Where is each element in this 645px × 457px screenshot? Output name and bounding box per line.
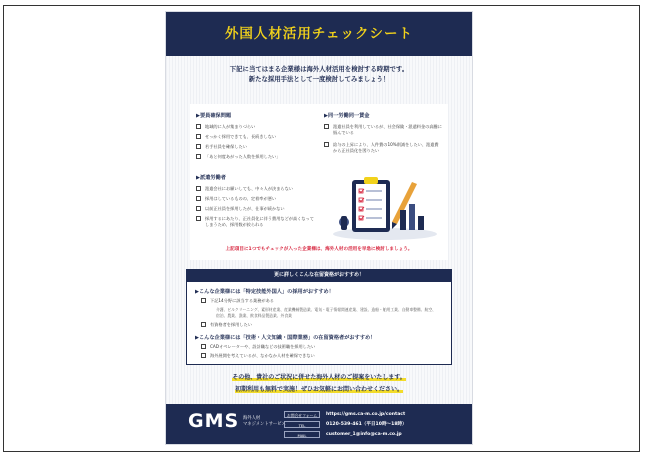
checkbox[interactable] <box>324 142 329 147</box>
contact-form-link[interactable]: https://gms.ca-m.co.jp/contact <box>326 411 406 417</box>
check-item: 「あと何度あがった人数を採用したい」 <box>196 154 280 160</box>
checkbox[interactable] <box>196 186 201 191</box>
intro-text <box>178 64 460 84</box>
company-logo: GMS <box>188 410 240 432</box>
section-title-recruit: ▶要員確保問題 <box>196 113 232 119</box>
checklist-panel <box>190 104 448 260</box>
checkbox[interactable] <box>196 154 201 159</box>
checkbox[interactable] <box>201 344 206 349</box>
intro-line-1: 下記に当てはまる企業様は海外人材活用を検討する時期です。 <box>229 65 409 73</box>
closing-line-1: その他、貴社のご状況に併せた海外人材のご提案をいたします。 <box>232 374 406 381</box>
clipboard-illustration <box>330 172 440 242</box>
checkbox[interactable] <box>201 353 206 358</box>
checkbox[interactable] <box>196 124 201 129</box>
mail-address[interactable]: customer_1@info@ca-m.co.jp <box>326 431 402 437</box>
field-list: 介護、ビルクリーニング、素形材産業、産業機械製造業、電気・電子情報関連産業、建設、造船・舶用工業、自動車整備、航空、宿泊、農業、漁業、飲食料品製造業、外食業 <box>216 307 436 318</box>
checkbox[interactable] <box>324 124 329 129</box>
section-title-equal: ▶同一労働同一賃金 <box>324 113 370 119</box>
check-item: 下記14分野に該当する業務がある <box>201 298 274 304</box>
company-subtitle: 海外人材 マネジメントサービス <box>243 416 286 427</box>
checkbox[interactable] <box>196 216 201 221</box>
checkbox[interactable] <box>196 134 201 139</box>
checkbox[interactable] <box>196 206 201 211</box>
tel-number[interactable]: 0120-539-461（平日10時～18時） <box>326 422 407 427</box>
engineer-title: ▶こんな企業様には「技術・人文知識・国際業務」の在留資格者がおすすめ！ <box>195 335 376 341</box>
intro-line-2: 新たな採用手法として一度検討してみましょう！ <box>248 75 390 83</box>
checkbox[interactable] <box>196 196 201 201</box>
header-banner <box>166 12 472 56</box>
check-item: 派遣社員を利用しているが、社会保険・派遣料金の高騰に悩んでいる <box>324 124 442 136</box>
footer <box>166 404 472 444</box>
check-sheet-flyer <box>166 12 472 444</box>
check-item: せっかく採用できても、長続きしない <box>196 134 276 140</box>
closing-line-2: 初期利用も無料で実施！ぜひお気軽にお問い合わせください。 <box>234 386 403 393</box>
checkbox[interactable] <box>196 144 201 149</box>
contact-form-row[interactable]: お問合せフォーム https://gms.ca-m.co.jp/contact <box>284 410 405 418</box>
checkbox[interactable] <box>201 298 206 303</box>
qualification-panel <box>186 281 452 365</box>
check-item: 以前正社員を採用したが、仕事が続かない <box>196 206 285 212</box>
check-item: 若手社員を確保したい <box>196 144 247 150</box>
tel-row: TEL 0120-539-461（平日10時～18時） <box>284 420 407 428</box>
check-item: 地域的に人が集まりづらい <box>196 124 255 130</box>
section-title-labor: ▶派遣労働者 <box>196 175 226 181</box>
check-item: 採用するにあたり、正社員化に伴う費用などが高くなってしまうため、採用数が絞られる <box>196 216 314 228</box>
check-item: 給与の上昇により、人件費の10%削減をしたい、派遣費から正社員化を図りたい <box>324 142 442 154</box>
check-item: 派遣会社にお願いしても、中々人が決まらない <box>196 186 293 192</box>
mail-row: MAIL customer_1@info@ca-m.co.jp <box>284 430 402 438</box>
notice-text: 上記項目に1つでもチェックが入った企業様は、海外人材の活用を早急に検討しましょう。 <box>225 247 413 252</box>
check-item: 海外展開を考えているが、なかなか人材を確保できない <box>201 353 315 359</box>
check-item: 採用はしているものの、定着率が悪い <box>196 196 276 202</box>
check-item: CADオペレーターや、設計職などの技術職を採用したい <box>201 344 315 350</box>
specified-skill-title: ▶こんな企業様には「特定技能外国人」の採用がおすすめ！ <box>195 289 334 295</box>
checkbox[interactable] <box>201 322 206 327</box>
check-item: 有資格者を採用したい <box>201 322 252 328</box>
qualification-bar: 更に詳しくこんな在留資格がおすすめ！ <box>186 269 452 281</box>
page-title: 外国人材活用チェックシート <box>224 26 414 42</box>
